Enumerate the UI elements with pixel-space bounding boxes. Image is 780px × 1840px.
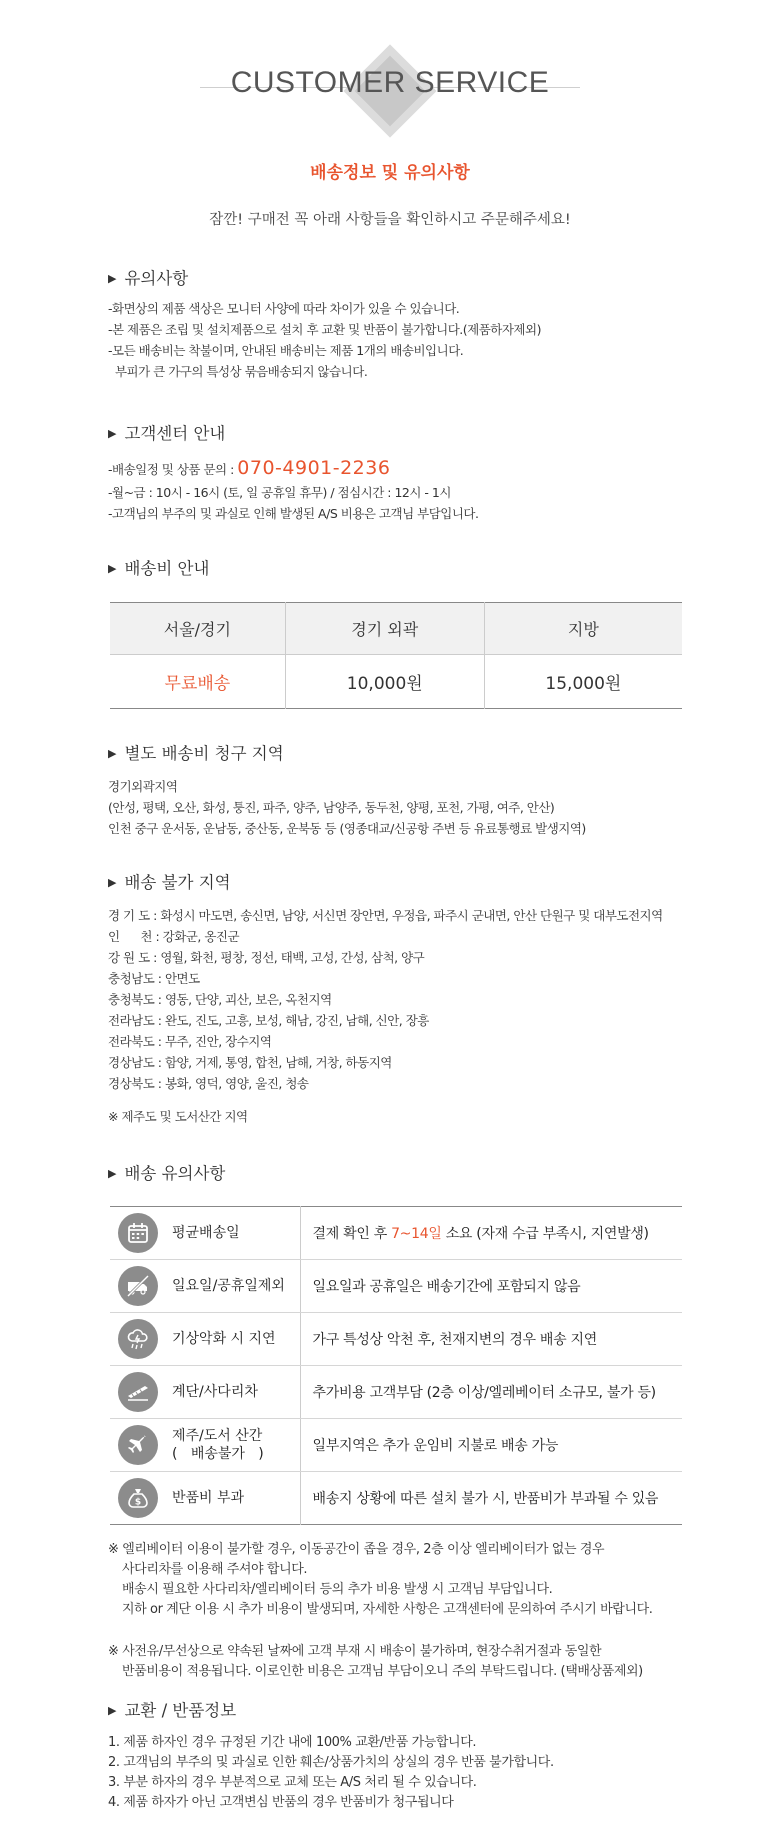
absence-note-line: ※ 사전유/무선상으로 약속된 날짜에 고객 부재 시 배송이 불가하며, 현장수취거절과 동일한	[108, 1644, 602, 1659]
elevator-note-line: 사다리차를 이용해 주셔야 합니다.	[122, 1562, 308, 1577]
no-delivery-line: 충청남도 : 안면도	[108, 971, 200, 986]
fee-header-cell: 서울/경기	[110, 603, 285, 655]
cautions-line: -본 제품은 조립 및 설치제품으로 설치 후 교환 및 반품이 불가합니다.(제품하자제외)	[108, 322, 541, 337]
cautions-title: 유의사항	[124, 269, 189, 288]
extra-region-list	[108, 776, 586, 839]
exchange-list	[108, 1733, 554, 1813]
elevator-note-line: 배송시 필요한 사다리차/엘리베이터 등의 추가 비용 발생 시 고객님 부담입니다.	[122, 1582, 553, 1597]
exchange-heading	[108, 1697, 236, 1721]
money-bag-icon	[118, 1478, 158, 1518]
triangle-bullet-icon: ▶	[108, 272, 117, 285]
main-notice: 잠깐! 구매전 꼭 아래 사항들을 확인하시고 주문해주세요!	[209, 212, 571, 228]
no-delivery-line: 경상남도 : 함양, 거제, 통영, 합천, 남해, 거창, 하동지역	[108, 1055, 392, 1070]
exchange-title: 교환 / 반품정보	[124, 1701, 237, 1720]
elevator-note-line: ※ 엘리베이터 이용이 불가할 경우, 이동공간이 좁을 경우, 2층 이상 엘리베이터가 없는 경우	[108, 1542, 605, 1557]
fee-value-cell: 무료배송	[110, 655, 285, 709]
delivery-note-value	[300, 1366, 682, 1419]
delivery-note-label: 계단/사다리차	[172, 1384, 258, 1400]
extra-region-title: 별도 배송비 청구 지역	[124, 744, 284, 763]
fee-header-cell: 경기 외곽	[285, 603, 484, 655]
no-delivery-line: 충청북도 : 영동, 단양, 괴산, 보은, 옥천지역	[108, 992, 332, 1007]
delivery-note-label: 반품비 부과	[172, 1490, 245, 1506]
delivery-note-label: 일요일/공휴일제외	[172, 1278, 285, 1294]
extra-region-line: 인천 중구 운서동, 운남동, 중산동, 운북동 등 (영종대교/신공항 주변 등 유료통행료 발생지역)	[108, 821, 586, 836]
center-phone-row	[108, 456, 478, 482]
triangle-bullet-icon: ▶	[108, 427, 117, 440]
delivery-note-value-text: 결제 확인 후	[312, 1226, 392, 1242]
triangle-bullet-icon: ▶	[108, 747, 117, 760]
stairs-icon	[118, 1372, 158, 1412]
no-delivery-line: 강 원 도 : 영월, 화천, 평창, 정선, 태백, 고성, 간성, 삼척, 양구	[108, 950, 425, 965]
no-delivery-line: 경 기 도 : 화성시 마도면, 송신면, 남양, 서신면 장안면, 우정읍, 파주시 군내면, 안산 단원구 및 대부도전지역	[108, 908, 663, 923]
delivery-note-row	[110, 1419, 682, 1472]
delivery-note-value-text: 일부지역은 추가 운임비 지불로 배송 가능	[312, 1438, 559, 1454]
exchange-line: 3. 부분 하자의 경우 부분적으로 교체 또는 A/S 처리 될 수 있습니다.	[108, 1775, 477, 1790]
no-delivery-heading	[108, 869, 231, 893]
fee-title: 배송비 안내	[124, 559, 210, 578]
storm-cloud-icon	[118, 1319, 158, 1359]
delivery-note-label: 제주/도서 산간	[172, 1428, 263, 1444]
absence-note-line: 반품비용이 적용됩니다. 이로인한 비용은 고객님 부담이오니 주의 부탁드립니다. (택배상품제외)	[122, 1664, 643, 1679]
delivery-note-value-text: 배송지 상황에 따른 설치 불가 시, 반품비가 부과될 수 있음	[312, 1491, 659, 1507]
delivery-note-row	[110, 1366, 682, 1419]
delivery-note-row	[110, 1207, 682, 1260]
elevator-note	[108, 1540, 653, 1620]
fee-header-row	[110, 603, 682, 655]
center-hours: -월~금 : 10시 - 16시 (토, 일 공휴일 휴무) / 점심시간 : 12시 - 1시	[108, 485, 451, 500]
triangle-bullet-icon: ▶	[108, 1167, 117, 1180]
no-delivery-line: 전라북도 : 무주, 진안, 장수지역	[108, 1034, 272, 1049]
delivery-notes-table	[110, 1206, 682, 1525]
extra-region-line: 경기외곽지역	[108, 779, 178, 794]
center-heading	[108, 420, 225, 444]
fee-value-cell: 15,000원	[545, 674, 622, 694]
extra-region-heading	[108, 740, 284, 764]
no-delivery-footnote: ※ 제주도 및 도서산간 지역	[108, 1109, 248, 1124]
fee-header-cell: 지방	[484, 603, 682, 655]
delivery-note-value	[300, 1260, 682, 1313]
delivery-note-value	[300, 1419, 682, 1472]
no-delivery-title: 배송 불가 지역	[124, 873, 231, 892]
fee-table	[110, 602, 682, 709]
elevator-note-line: 지하 or 계단 이용 시 추가 비용이 발생되며, 자세한 사항은 고객센터에 문의하여 주시기 바랍니다.	[122, 1602, 653, 1617]
cautions-heading	[108, 265, 188, 289]
center-title: 고객센터 안내	[124, 424, 226, 443]
svg-text:$: $	[134, 1497, 142, 1508]
delivery-note-value-text: 소요 (자재 수급 부족시, 지연발생)	[441, 1226, 649, 1242]
fee-value-row	[110, 655, 682, 709]
exchange-line: 2. 고객님의 부주의 및 과실로 인한 훼손/상품가치의 상실의 경우 반품 불가합니다.	[108, 1755, 554, 1770]
delivery-note-row	[110, 1260, 682, 1313]
triangle-bullet-icon: ▶	[108, 562, 117, 575]
delivery-note-row	[110, 1472, 682, 1525]
triangle-bullet-icon: ▶	[108, 876, 117, 889]
delivery-note-label: 기상악화 시 지연	[172, 1331, 276, 1347]
delivery-note-value	[300, 1207, 682, 1260]
extra-region-line: (안성, 평택, 오산, 화성, 퉁진, 파주, 양주, 남양주, 동두천, 양평, 포천, 가평, 여주, 안산)	[108, 800, 555, 815]
fee-heading	[108, 555, 209, 579]
main-title: 배송정보 및 유의사항	[310, 163, 470, 183]
exchange-line: 1. 제품 하자인 경우 규정된 기간 내에 100% 교환/반품 가능합니다.	[108, 1735, 477, 1750]
exchange-line: 4. 제품 하자가 아닌 고객변심 반품의 경우 반품비가 청구됩니다	[108, 1795, 454, 1810]
delivery-note-label-group	[172, 1427, 264, 1463]
delivery-notes-title: 배송 유의사항	[124, 1164, 226, 1183]
no-truck-icon	[118, 1266, 158, 1306]
center-phone-number[interactable]: 070-4901-2236	[237, 457, 391, 479]
delivery-note-value	[300, 1313, 682, 1366]
header-title: CUSTOMER SERVICE	[230, 66, 550, 99]
no-delivery-list	[108, 905, 663, 1127]
center-as-note: -고객님의 부주의 및 과실로 인해 발생된 A/S 비용은 고객님 부담입니다.	[108, 506, 479, 521]
airplane-icon	[118, 1425, 158, 1465]
cautions-line: 부피가 큰 가구의 특성상 묶음배송되지 않습니다.	[108, 364, 368, 379]
triangle-bullet-icon: ▶	[108, 1704, 117, 1717]
absence-note	[108, 1642, 643, 1682]
delivery-note-row	[110, 1313, 682, 1366]
delivery-note-label: 평균배송일	[172, 1225, 240, 1241]
center-phone-label: -배송일정 및 상품 문의 :	[108, 462, 238, 477]
calendar-icon	[118, 1213, 158, 1253]
cautions-line: -모든 배송비는 착불이며, 안내된 배송비는 제품 1개의 배송비입니다.	[108, 343, 464, 358]
delivery-note-value-text: 일요일과 공휴일은 배송기간에 포함되지 않음	[312, 1279, 581, 1295]
delivery-note-highlight: 7~14일	[391, 1226, 442, 1242]
cautions-line: -화면상의 제품 색상은 모니터 사양에 따라 차이가 있을 수 있습니다.	[108, 301, 460, 316]
delivery-notes-heading	[108, 1160, 225, 1184]
center-info	[108, 456, 478, 524]
cautions-list	[108, 298, 541, 382]
no-delivery-line: 경상북도 : 봉화, 영덕, 영양, 울진, 청송	[108, 1076, 309, 1091]
delivery-note-value-text: 가구 특성상 악천 후, 천재지변의 경우 배송 지연	[312, 1332, 597, 1348]
page-header	[0, 40, 780, 150]
delivery-note-value-text: 추가비용 고객부담 (2층 이상/엘레베이터 소규모, 불가 등)	[312, 1385, 656, 1401]
no-delivery-line: 전라남도 : 완도, 진도, 고흥, 보성, 해남, 강진, 남해, 신안, 장흥	[108, 1013, 429, 1028]
delivery-note-sublabel: ( 배송불가 )	[172, 1446, 264, 1462]
delivery-note-value	[300, 1472, 682, 1525]
no-delivery-line: 인 천 : 강화군, 옹진군	[108, 929, 240, 944]
fee-value-cell: 10,000원	[285, 655, 484, 709]
